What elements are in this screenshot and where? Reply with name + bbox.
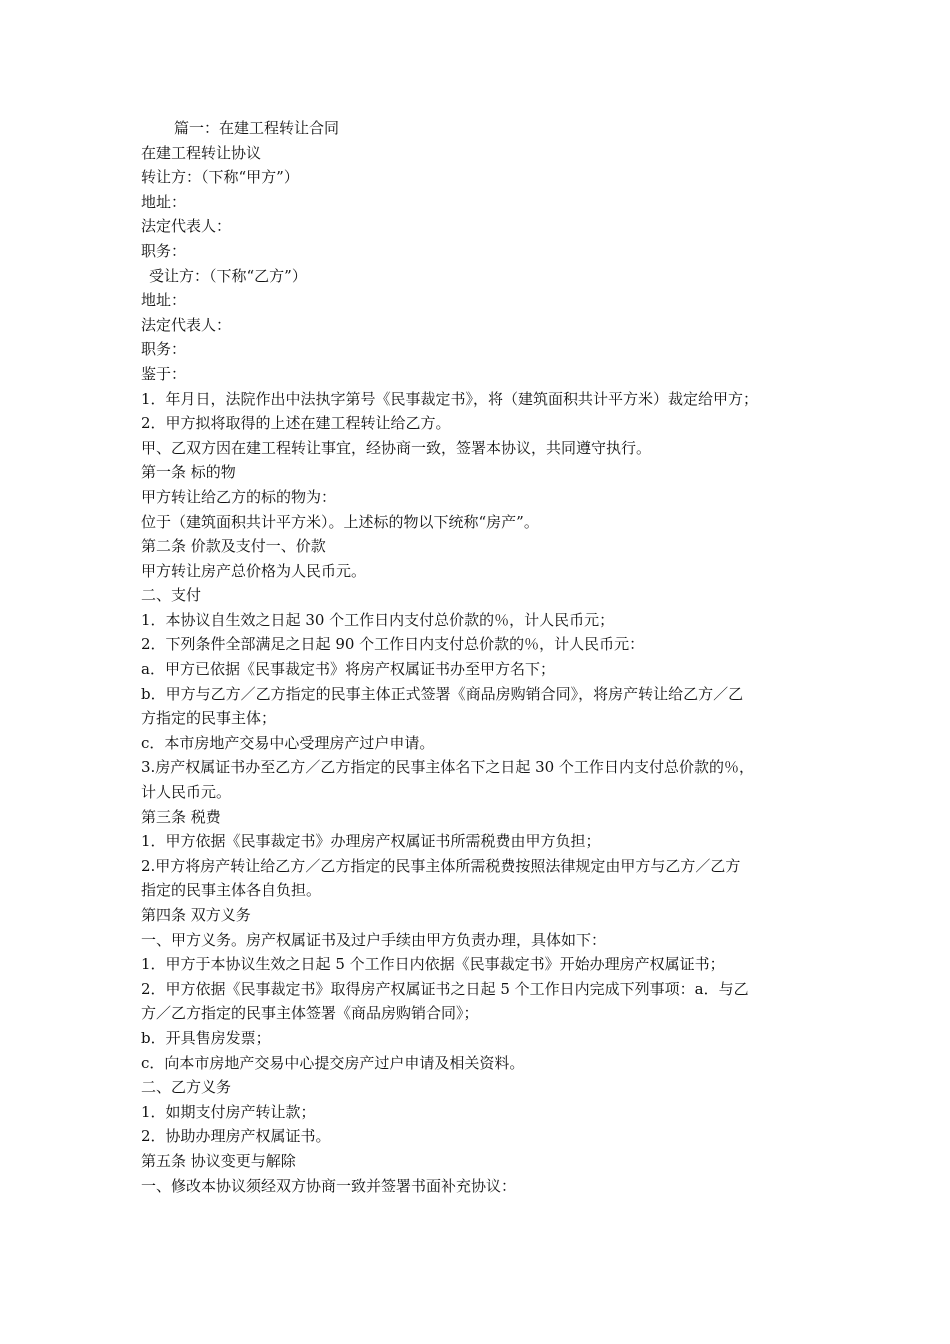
transferor-line: 转让方：（下称“甲方”）	[141, 168, 299, 187]
paragraph-line: c．本市房地产交易中心受理房产过户申请。	[141, 733, 435, 752]
paragraph-line: 方指定的民事主体；	[141, 709, 277, 728]
transferor-position: 职务：	[141, 241, 187, 260]
paragraph-line: 3.房产权属证书办至乙方／乙方指定的民事主体名下之日起 30 个工作日内支付总价款的％，	[141, 758, 754, 777]
paragraph-line: 位于（建筑面积共计平方米）。上述标的物以下统称“房产”。	[141, 512, 539, 531]
paragraph-line: 指定的民事主体各自负担。	[141, 881, 322, 900]
paragraph-line: 甲方转让房产总价格为人民币元。	[141, 561, 367, 580]
section-heading: 二、乙方义务	[141, 1078, 232, 1097]
paragraph-line: 甲方转让给乙方的标的物为：	[141, 487, 337, 506]
article-heading: 第二条 价款及支付一、价款	[141, 537, 326, 556]
section-heading: 二、支付	[141, 586, 202, 605]
paragraph-line: 一、甲方义务。房产权属证书及过户手续由甲方负责办理，具体如下：	[141, 930, 607, 949]
paragraph-line: a．甲方已依据《民事裁定书》将房产权属证书办至甲方名下；	[141, 660, 555, 679]
paragraph-line: b．开具售房发票；	[141, 1028, 271, 1047]
paragraph-line: 2．下列条件全部满足之日起 90 个工作日内支付总价款的％，计人民币元：	[141, 635, 645, 654]
paragraph-line: 2．协助办理房产权属证书。	[141, 1127, 331, 1146]
paragraph-line: 方／乙方指定的民事主体签署《商品房购销合同》；	[141, 1004, 479, 1023]
paragraph-line: b．甲方与乙方／乙方指定的民事主体正式签署《商品房购销合同》，将房产转让给乙方／乙	[141, 684, 744, 703]
whereas-heading: 鉴于：	[141, 364, 187, 383]
paragraph-line: 2．甲方拟将取得的上述在建工程转让给乙方。	[141, 414, 451, 433]
paragraph-line: 1．本协议自生效之日起 30 个工作日内支付总价款的％，计人民币元；	[141, 610, 615, 629]
article-heading: 第五条 协议变更与解除	[141, 1151, 296, 1170]
agreement-title: 在建工程转让协议	[141, 143, 262, 162]
paragraph-line: 一、修改本协议须经双方协商一致并签署书面补充协议：	[141, 1176, 517, 1195]
article-heading: 第一条 标的物	[141, 463, 236, 482]
transferee-position: 职务：	[141, 340, 187, 359]
paragraph-line: 2.甲方将房产转让给乙方／乙方指定的民事主体所需税费按照法律规定由甲方与乙方／乙方	[141, 856, 741, 875]
article-heading: 第三条 税费	[141, 807, 221, 826]
paragraph-line: c．向本市房地产交易中心提交房产过户申请及相关资料。	[141, 1053, 525, 1072]
paragraph-line: 2．甲方依据《民事裁定书》取得房产权属证书之日起 5 个工作日内完成下列事项：a．与乙	[141, 979, 749, 998]
paragraph-line: 1．甲方于本协议生效之日起 5 个工作日内依据《民事裁定书》开始办理房产权属证书；	[141, 955, 725, 974]
transferee-address: 地址：	[141, 291, 187, 310]
article-heading: 第四条 双方义务	[141, 906, 251, 924]
document-body	[141, 116, 821, 1198]
paragraph-line: 1．甲方依据《民事裁定书》办理房产权属证书所需税费由甲方负担；	[141, 832, 601, 851]
paragraph-line: 1．年月日，法院作出中法执字第号《民事裁定书》，将（建筑面积共计平方米）裁定给甲方；	[141, 389, 759, 408]
document-title: 篇一：在建工程转让合同	[174, 119, 340, 137]
paragraph-line: 甲、乙双方因在建工程转让事宜，经协商一致，签署本协议，共同遵守执行。	[141, 438, 652, 457]
paragraph-line: 1．如期支付房产转让款；	[141, 1102, 316, 1121]
transferee-legal-rep: 法定代表人：	[141, 315, 232, 334]
transferor-legal-rep: 法定代表人：	[141, 217, 232, 236]
paragraph-line: 计人民币元。	[141, 783, 232, 802]
transferor-address: 地址：	[141, 192, 187, 211]
transferee-line: 受让方：（下称“乙方”）	[149, 266, 307, 285]
